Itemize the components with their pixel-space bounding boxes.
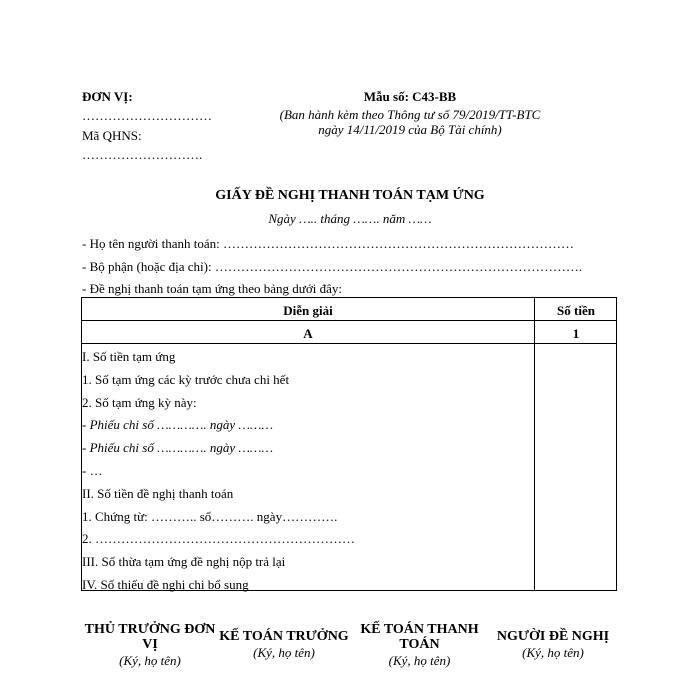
column-header-description: Diễn giải <box>283 303 333 318</box>
signature-note: (Ký, họ tên) <box>253 645 315 660</box>
signature-title: NGƯỜI ĐỀ NGHỊ <box>496 629 610 644</box>
column-header-amount: Số tiền <box>557 303 595 318</box>
legal-basis-line-1: (Ban hành kèm theo Thông tư số 79/2019/TT-BTC <box>279 107 541 122</box>
subheader-divider <box>82 343 616 344</box>
header-divider <box>82 320 616 321</box>
request-intro: - Đề nghị thanh toán tạm ứng theo bảng dưới đây: <box>82 281 342 296</box>
table-row: II. Số tiền đề nghị thanh toán <box>82 485 234 501</box>
table-row: - … <box>82 463 103 478</box>
department-field: - Bộ phận (hoặc địa chỉ): …………………………………………………………………………. <box>82 259 583 274</box>
form-code: Mẫu số: C43-BB <box>363 89 457 104</box>
legal-basis-line-2: ngày 14/11/2019 của Bộ Tài chính) <box>318 122 502 137</box>
payment-table <box>81 297 617 591</box>
signature-note: (Ký, họ tên) <box>522 645 584 660</box>
qhns-placeholder: ………………………. <box>82 147 203 162</box>
signature-payment-accountant <box>352 622 487 669</box>
unit-placeholder: ………………………… <box>82 108 212 123</box>
table-row: 2. Số tạm ứng kỳ này: <box>82 394 197 410</box>
signature-title: KẾ TOÁN THANH TOÁN <box>360 622 479 652</box>
qhns-label: Mã QHNS: <box>82 128 142 143</box>
table-row: 1. Chứng từ: ……….. số………. ngày…………. <box>82 508 338 524</box>
table-row: - Phiếu chi số …………. ngày ……… <box>82 440 274 456</box>
signature-chief-accountant <box>219 629 349 661</box>
table-row: - Phiếu chi số …………. ngày ……… <box>82 417 274 433</box>
table-row: III. Số thừa tạm ứng đề nghị nộp trả lại <box>82 554 286 570</box>
table-row: IV. Số thiếu đề nghị chi bổ sung <box>82 577 249 592</box>
signature-requester <box>488 629 618 661</box>
column-code-description: A <box>303 326 313 341</box>
table-row: 2. …………………………………………………… <box>82 531 355 547</box>
signature-note: (Ký, họ tên) <box>119 653 181 668</box>
signature-title: KẾ TOÁN TRƯỞNG <box>219 629 349 644</box>
document-date-line: Ngày ….. tháng ……. năm …… <box>268 211 432 226</box>
table-row: I. Số tiền tạm ứng <box>82 349 176 364</box>
table-row: 1. Số tạm ứng các kỳ trước chưa chi hết <box>82 371 290 387</box>
unit-label: ĐƠN VỊ: <box>82 89 133 104</box>
signature-note: (Ký, họ tên) <box>388 653 451 668</box>
document-title: GIẤY ĐỀ NGHỊ THANH TOÁN TẠM ỨNG <box>215 188 485 203</box>
signature-unit-head <box>82 622 218 669</box>
column-code-amount: 1 <box>572 326 580 341</box>
signature-title: THỦ TRƯỞNG ĐƠN VỊ <box>84 622 216 652</box>
payer-name-field: - Họ tên người thanh toán: ……………………………………………………………………… <box>82 236 575 251</box>
